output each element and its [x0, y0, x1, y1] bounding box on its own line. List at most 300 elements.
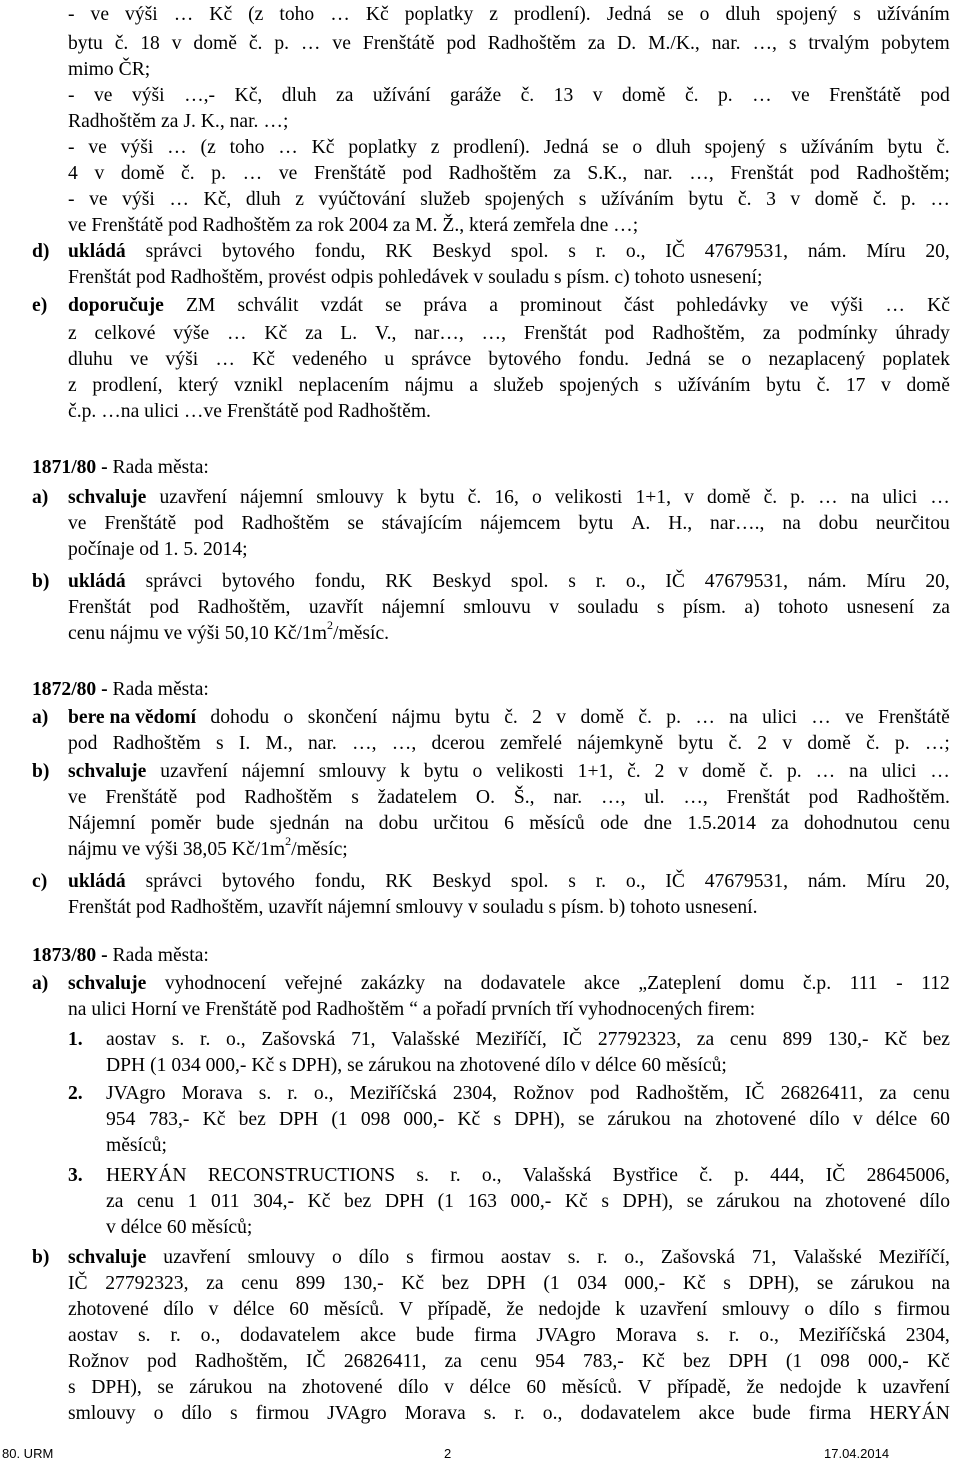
text-line	[68, 1246, 950, 1270]
word: se	[157, 1377, 174, 1398]
word: s	[779, 137, 788, 158]
word: HERYÁN	[106, 1165, 187, 1186]
word: 011	[210, 1191, 240, 1212]
text-line: v délce 60 měsíců;	[106, 1217, 253, 1238]
word: Kč	[401, 1273, 425, 1294]
text-line	[68, 618, 390, 646]
word: 20,	[925, 241, 950, 262]
word: …,	[352, 733, 377, 754]
word: výši	[131, 85, 165, 106]
word: o	[804, 1299, 815, 1320]
word: Kč	[209, 4, 233, 25]
word: DPH	[278, 1109, 319, 1130]
word: č.	[763, 487, 778, 508]
resolution-verb: schvaluje	[68, 1247, 147, 1268]
word: k	[857, 1377, 867, 1398]
word: domě	[702, 761, 746, 782]
word: domě	[621, 85, 666, 106]
word: se	[816, 1273, 834, 1294]
word: cenu	[136, 1191, 174, 1212]
word: Zašovská	[660, 1247, 735, 1268]
word: Meziříčská	[349, 1083, 437, 1104]
word: firma	[473, 1325, 517, 1346]
item-letter: b)	[32, 571, 50, 592]
word: bez	[922, 1029, 950, 1050]
word: 1+1,	[635, 487, 671, 508]
resolution-verb: schvaluje	[68, 973, 147, 994]
word: r.	[595, 241, 607, 262]
word: 098	[820, 1351, 850, 1372]
text-line: ve Frenštátě pod Radhoštěm za rok 2004 za M. Ž., která zemřela dne …;	[68, 215, 639, 236]
footer-date: 17.04.2014	[824, 1446, 890, 1461]
text-line: mimo ČR;	[68, 59, 151, 80]
text-line	[68, 348, 950, 372]
word: s	[656, 597, 665, 618]
word: dílo	[919, 1191, 950, 1212]
text-line	[106, 1108, 950, 1132]
word: dobu	[818, 513, 858, 534]
word: akce	[360, 1325, 397, 1346]
word: uzavření	[163, 1247, 231, 1268]
word: na	[729, 707, 748, 728]
word: ve	[332, 33, 351, 54]
word: Bystřice	[612, 1165, 678, 1186]
word: 4	[68, 163, 78, 184]
word: spol.	[510, 241, 549, 262]
text-line: Frenštát pod Radhoštěm, uzavřít nájemní smlouvy v souladu s písm. b) tohoto usnesení.	[68, 897, 758, 918]
word: ulici	[882, 487, 918, 508]
word: V	[398, 1299, 413, 1320]
word: 000,-	[403, 1109, 445, 1130]
word: u	[384, 349, 395, 370]
word: bytu	[455, 707, 490, 728]
word: „Zateplení	[638, 973, 722, 994]
word: č.	[181, 163, 195, 184]
word: nar…,	[414, 323, 464, 344]
word: firma	[808, 1403, 852, 1424]
word: ve	[93, 85, 113, 106]
text-line	[68, 1350, 950, 1374]
word: 098	[360, 1109, 391, 1130]
word: JVAgro	[327, 1403, 387, 1424]
word: bytu	[419, 487, 455, 508]
word: Zašovská	[261, 1029, 336, 1050]
section-heading-1872	[32, 678, 209, 702]
text-line	[68, 870, 950, 894]
word: DPH),	[622, 1191, 674, 1212]
word: RECONSTRUCTIONS	[207, 1165, 396, 1186]
word: za	[206, 1273, 224, 1294]
word: v	[171, 33, 182, 54]
word: o	[283, 707, 294, 728]
word: bytového	[221, 571, 295, 592]
word: s.	[258, 1083, 272, 1104]
word: tohoto	[778, 597, 829, 618]
word: bude	[752, 1403, 791, 1424]
word: …,	[689, 163, 714, 184]
word: ulici	[762, 707, 797, 728]
word: případě,	[427, 1299, 492, 1320]
word: aostav	[500, 1247, 551, 1268]
word: spojený	[776, 4, 838, 25]
word: …,	[601, 787, 626, 808]
word: z	[68, 375, 77, 396]
heading-label: Rada města:	[107, 945, 209, 966]
word: p.	[211, 163, 226, 184]
word: písm.	[682, 597, 726, 618]
word: r.	[595, 871, 607, 892]
word: v	[790, 189, 801, 210]
word: r.	[597, 1247, 608, 1268]
word: firmou	[896, 1299, 950, 1320]
word: o.,	[625, 241, 646, 262]
word: vedeného	[292, 349, 368, 370]
word: neurčitou	[875, 513, 950, 534]
word: správce	[411, 349, 472, 370]
word: Míru	[866, 241, 906, 262]
word: s.	[567, 1247, 581, 1268]
word: Kč	[311, 137, 335, 158]
word: prodlení).	[453, 137, 530, 158]
word: poplatky	[348, 137, 417, 158]
word: nájmu	[391, 707, 441, 728]
word: ve	[88, 137, 107, 158]
word: fondu.	[578, 349, 630, 370]
word: zárukou	[850, 1273, 914, 1294]
word: IČ	[665, 241, 685, 262]
word: poplatek	[882, 349, 950, 370]
word: 112	[921, 973, 950, 994]
word: …	[752, 85, 772, 106]
word: pod	[604, 323, 635, 344]
word: …	[811, 707, 831, 728]
text-line	[68, 570, 950, 594]
word: smlouvy	[247, 1247, 316, 1268]
word: IČ	[68, 1273, 88, 1294]
word: s	[568, 871, 576, 892]
word: velikosti	[554, 487, 623, 508]
word: cenu	[912, 813, 950, 834]
word: 954	[106, 1109, 136, 1130]
word: p.	[901, 189, 916, 210]
word: Kč	[252, 349, 275, 370]
word: dohodnutou	[804, 813, 898, 834]
word: p.	[786, 761, 802, 782]
word: užíváním	[876, 4, 950, 25]
word: č.	[872, 189, 887, 210]
word: Kč	[682, 1273, 706, 1294]
word: vyúčtování	[318, 189, 406, 210]
text-segment: cenu nájmu ve výši 50,10 Kč/1m	[68, 623, 328, 644]
word: dodavatelem	[580, 1403, 681, 1424]
text-segment: /měsíc;	[291, 839, 348, 860]
word: …	[215, 349, 235, 370]
word: Frenštátě	[104, 513, 177, 534]
word: 2304,	[452, 1083, 497, 1104]
word: Radhoštěm,	[635, 1083, 729, 1104]
word: M.,	[265, 733, 293, 754]
word: s	[68, 1377, 76, 1398]
word: -	[68, 4, 75, 25]
word: bytu	[423, 761, 459, 782]
word: užíváním	[601, 189, 674, 210]
word: Frenštát	[730, 163, 794, 184]
word: Radhoštěm	[112, 733, 201, 754]
text-line	[68, 136, 950, 160]
word: aostav	[68, 1325, 119, 1346]
word: v	[556, 707, 567, 728]
text-segment: nájmu ve výši 38,05 Kč/1m	[68, 839, 286, 860]
word: ve	[845, 707, 864, 728]
word: o.,	[625, 871, 646, 892]
section-heading-1873	[32, 944, 209, 968]
word: že	[746, 1377, 764, 1398]
word: že	[506, 1299, 524, 1320]
word: …	[930, 761, 950, 782]
word: za	[762, 323, 781, 344]
word: Valašské	[793, 1247, 862, 1268]
word: IČ	[825, 1165, 846, 1186]
word: bytového	[488, 349, 562, 370]
word: nám.	[807, 571, 847, 592]
word: p.	[718, 85, 733, 106]
word: L.	[340, 323, 358, 344]
word: IČ	[665, 571, 685, 592]
word: uzavření	[882, 1377, 950, 1398]
word: aostav	[106, 1029, 157, 1050]
resolution-number: 1871/80 -	[32, 457, 108, 478]
item-letter: e)	[32, 295, 48, 316]
section-heading-1871	[32, 456, 209, 480]
word: 18	[140, 33, 160, 54]
word: V	[637, 1377, 652, 1398]
word: nájmu	[404, 375, 454, 396]
word: Kč	[457, 1109, 481, 1130]
word: Kč	[564, 1191, 588, 1212]
word: č.	[699, 1165, 713, 1186]
text-line: č.p. …na ulici …ve Frenštátě pod Radhoštěm.	[68, 401, 431, 422]
word: za	[444, 1351, 462, 1372]
word: (z	[248, 4, 264, 25]
word: …,-	[184, 85, 216, 106]
word: Míru	[866, 871, 906, 892]
word: na	[443, 973, 463, 994]
word: a	[489, 295, 498, 316]
text-line	[68, 812, 950, 836]
text-line	[68, 596, 950, 620]
word: …,	[481, 323, 507, 344]
word: garáže	[450, 85, 502, 106]
word: Kč	[884, 1029, 908, 1050]
word: dluhu	[68, 349, 113, 370]
word: nar.	[553, 787, 583, 808]
word: užívání	[372, 85, 431, 106]
word: dohodu	[210, 707, 270, 728]
word: vzdát	[320, 295, 363, 316]
word: 17	[845, 375, 866, 396]
word: Kč	[307, 1191, 331, 1212]
word: v	[782, 733, 793, 754]
word: 2	[757, 733, 768, 754]
word: …,	[752, 33, 777, 54]
word: o.,	[625, 571, 646, 592]
word: výši	[165, 349, 199, 370]
word: pod	[195, 787, 226, 808]
word: Kč,	[234, 85, 263, 106]
word: užíváním	[800, 137, 874, 158]
word: velikosti	[496, 761, 564, 782]
word: v	[684, 487, 694, 508]
word: o.,	[542, 1403, 563, 1424]
word: Meziříčí,	[475, 1029, 547, 1050]
word: a)	[744, 597, 760, 618]
word: se	[385, 295, 402, 316]
word: stávajícím	[381, 513, 463, 534]
word: 47679531,	[704, 571, 789, 592]
word: p.	[666, 707, 681, 728]
word: ve	[791, 85, 810, 106]
word: na	[267, 1377, 287, 1398]
word: 60	[526, 1377, 547, 1398]
word: pohledávky	[676, 295, 768, 316]
word: Morava	[181, 1083, 243, 1104]
word: S.K.,	[587, 163, 628, 184]
word: bez	[441, 1273, 469, 1294]
word: (z	[200, 137, 216, 158]
word: s	[578, 189, 587, 210]
word: nájemní	[381, 597, 445, 618]
word: pod	[446, 33, 476, 54]
word: podmínky	[798, 323, 878, 344]
word: služeb	[420, 189, 471, 210]
word: 28645006,	[866, 1165, 950, 1186]
word: na	[849, 761, 868, 782]
word: …	[169, 189, 189, 210]
word: …	[885, 295, 905, 316]
word: smlouvy	[722, 1299, 790, 1320]
word: s	[406, 1247, 414, 1268]
word: s.	[696, 1325, 710, 1346]
word: č.	[248, 33, 263, 54]
word: I.	[238, 733, 251, 754]
word: o.,	[313, 1083, 334, 1104]
word: smlouvy	[318, 761, 387, 782]
word: -	[68, 189, 75, 210]
word: bez	[683, 1351, 711, 1372]
word: č.	[520, 85, 535, 106]
word: dodavatele	[480, 973, 566, 994]
word: DPH	[728, 1351, 768, 1372]
word: v	[208, 1299, 219, 1320]
word: domě	[706, 487, 751, 508]
word: s	[853, 4, 861, 25]
word: č.	[737, 189, 752, 210]
word: správci	[145, 871, 203, 892]
word: ZM	[185, 295, 216, 316]
word: smlouvy	[316, 487, 384, 508]
word: ul.	[644, 787, 665, 808]
word: dílo	[828, 1299, 860, 1320]
word: IČ	[744, 1083, 765, 1104]
word: Kč	[927, 1351, 950, 1372]
word: s	[568, 571, 576, 592]
resolution-number: 1872/80 -	[32, 679, 108, 700]
word: prodlení).	[513, 4, 591, 25]
word: na	[850, 487, 870, 508]
word: 304,-	[253, 1191, 295, 1212]
word: ode	[600, 813, 629, 834]
word: za	[696, 1029, 715, 1050]
footer-meeting: 80. URM	[2, 1446, 54, 1461]
word: 13	[553, 85, 574, 106]
word: část	[623, 295, 655, 316]
heading-label: Rada města:	[107, 679, 209, 700]
word: 47679531,	[704, 871, 789, 892]
word: č.	[816, 375, 831, 396]
word: …	[330, 4, 350, 25]
word: délce	[875, 1109, 918, 1130]
word: 1.5.2014	[687, 813, 756, 834]
word: Frenštát	[523, 323, 587, 344]
word: Rožnov	[68, 1351, 129, 1372]
resolution-verb: ukládá	[68, 571, 126, 592]
word: fondu,	[314, 571, 366, 592]
word: č.	[728, 733, 743, 754]
word: úhrady	[895, 323, 950, 344]
word: za	[879, 1083, 897, 1104]
item-letter: b)	[32, 1247, 50, 1268]
word: pod	[147, 1351, 177, 1372]
word: 71,	[751, 1247, 777, 1268]
word: domě	[906, 375, 950, 396]
word: o.,	[624, 1247, 645, 1268]
word: bytu	[887, 137, 923, 158]
word: za	[336, 85, 354, 106]
text-line	[68, 1298, 950, 1322]
word: 000,-	[510, 1191, 552, 1212]
word: zhotovené	[715, 1109, 797, 1130]
text-line: měsíců;	[106, 1135, 167, 1156]
word: 71,	[351, 1029, 376, 1050]
word: správci	[145, 241, 203, 262]
text-line	[68, 786, 950, 810]
word: č.	[866, 733, 880, 754]
word: Frenštátě	[362, 33, 435, 54]
word: p.	[734, 1165, 749, 1186]
word: Kč	[927, 295, 950, 316]
word: nar.	[711, 33, 741, 54]
word: usnesení	[846, 597, 915, 618]
text-line: na ulici Horní ve Frenštátě pod Radhoštěm “ a pořadí prvních tří vyhodnocených firem:	[68, 999, 756, 1020]
word: …,	[391, 733, 417, 754]
text-line	[68, 834, 348, 862]
word: celkové	[94, 323, 156, 344]
text-line	[106, 1028, 950, 1052]
word: Radhoštěm;	[856, 163, 950, 184]
word: neplacením	[298, 375, 389, 396]
text-line	[68, 1272, 950, 1296]
word: …	[930, 487, 950, 508]
word: O.	[475, 787, 495, 808]
text-line	[68, 188, 950, 212]
text-line	[106, 1164, 950, 1188]
word: Míru	[866, 571, 906, 592]
word: …;	[924, 733, 950, 754]
word: 60	[289, 1299, 309, 1320]
text-line	[68, 706, 950, 730]
text-line	[68, 732, 950, 756]
item-letter: d)	[32, 241, 50, 262]
